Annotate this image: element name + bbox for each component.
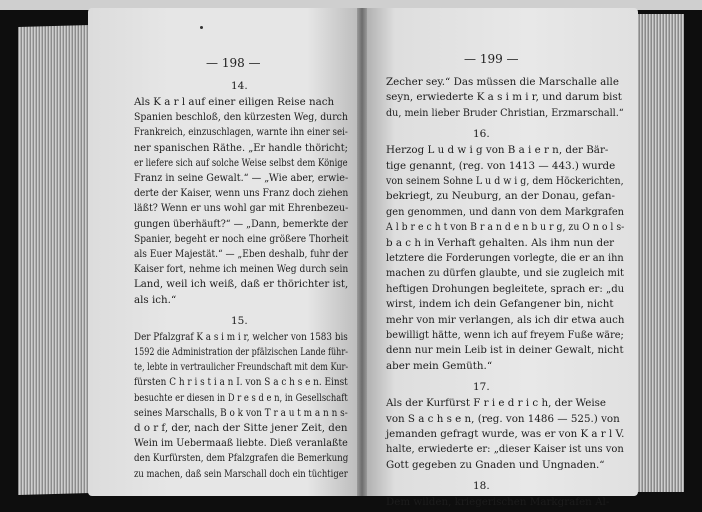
- text-line: seines Marschalls, B o k von T r a u t m a n n s-: [134, 406, 348, 419]
- text-line: Dem wilden, kriegerischen Markgrafen Al-: [386, 496, 610, 509]
- left-page-number: — 198 —: [206, 56, 261, 70]
- text-line: Land, weil ich weiß, daß er thörichter ist,: [134, 278, 349, 291]
- text-line: du, mein lieber Bruder Christian, Erzmarschall.“: [386, 106, 624, 119]
- text-line: letztere die Forderungen vorlegte, die er an ihn: [386, 252, 624, 264]
- text-line: als Euer Majestät.“ — „Eben deshalb, fuhr der: [134, 248, 349, 260]
- text-line: Als K a r l auf einer eiligen Reise nach: [134, 96, 335, 108]
- section-number: 16.: [473, 128, 490, 141]
- text-line: te, lebte in vertraulicher Freundschaft mit dem Kur-: [134, 361, 349, 374]
- text-line: Als der Kurfürst F r i e d r i c h, der Weise: [386, 397, 607, 410]
- text-line: Frankreich, einzuschlagen, warnte ihn einer sei-: [134, 126, 348, 139]
- text-line: wirst, indem ich dein Gefangener bin, nicht: [386, 298, 614, 311]
- text-line: bekriegt, zu Neuburg, an der Donau, gefan-: [386, 190, 615, 203]
- text-line: Der Pfalzgraf K a s i m i r, welcher von 1583 bis: [134, 330, 348, 343]
- text-line: A l b r e c h t von B r a n d e n b u r g, zu O n o l s-: [386, 221, 625, 234]
- left-page: [88, 8, 362, 496]
- text-line: 1592 die Administration der pfälzischen Lande führ-: [134, 346, 348, 358]
- text-line: fürsten C h r i s t i a n I. von S a c h s e n. Einst: [134, 376, 348, 389]
- text-line: Gott gegeben zu Gnaden und Ungnaden.“: [386, 458, 605, 471]
- text-line: ner spanischen Räthe. „Er handle thöricht;: [134, 141, 348, 154]
- text-line: er liefere sich auf solche Weise selbst dem Könige: [134, 156, 348, 169]
- section-number: 15.: [231, 314, 248, 327]
- page-mark: [200, 26, 203, 29]
- text-line: heftigen Drohungen begleitete, sprach er: „du: [386, 282, 625, 295]
- text-line: besuchte er diesen in D r e s d e n, in Gesellschaft: [134, 391, 348, 404]
- text-line: den Kurfürsten, dem Pfalzgrafen die Bemerkung: [134, 452, 349, 465]
- text-line: bewilligt hätte, wenn ich auf freyem Fuße wäre;: [386, 329, 624, 341]
- text-line: Franz in seine Gewalt.“ — „Wie aber, erwie-: [134, 172, 349, 184]
- text-line: Wein im Uebermaaß liebte. Dieß veranlaßte: [134, 437, 348, 450]
- text-line: b a c h in Verhaft gehalten. Als ihm nun der: [386, 236, 615, 249]
- text-line: halte, erwiederte er: „dieser Kaiser ist uns von: [386, 443, 624, 456]
- text-line: jemanden gefragt wurde, was er von K a r l V.: [386, 428, 625, 440]
- right-page-edges: [636, 14, 684, 492]
- book-gutter: [357, 8, 367, 496]
- section-number: 14.: [231, 80, 248, 92]
- text-line: seyn, erwiederte K a s i m i r, und darum bist: [386, 91, 622, 104]
- text-line: von seinem Sohne L u d w i g, dem Höckerichten,: [386, 175, 624, 187]
- section-number: 18.: [473, 480, 490, 493]
- text-line: als ich.“: [134, 293, 177, 306]
- text-line: Spanier, begeht er noch eine größere Thorheit: [134, 232, 349, 245]
- text-line: Spanien beschloß, den kürzesten Weg, durch: [134, 111, 348, 124]
- text-line: derte der Kaiser, wenn uns Franz doch ziehen: [134, 187, 349, 200]
- section-number: 17.: [473, 381, 490, 394]
- text-line: mehr von mir verlangen, als ich dir etwa auch: [386, 313, 625, 326]
- text-line: gungen überhäuft?“ — „Dann, bemerkte der: [134, 217, 348, 230]
- text-line: Zecher sey.“ Das müssen die Marschalle alle: [386, 76, 619, 88]
- text-line: tige genannt, (reg. von 1413 — 443.) wurde: [386, 159, 616, 172]
- text-line: zu machen, daß sein Marschall doch ein tüchtiger: [134, 467, 348, 480]
- text-line: Kaiser fort, nehme ich meinen Weg durch sein: [134, 263, 349, 276]
- left-page-edges: [18, 25, 90, 495]
- text-line: gen genommen, und dann von dem Markgrafen: [386, 205, 625, 218]
- text-line: läßt? Wenn er uns wohl gar mit Ehrenbezeu-: [134, 202, 349, 215]
- text-line: d o r f, der, nach der Sitte jener Zeit, den: [134, 422, 348, 434]
- text-line: machen zu dürfen glaubte, und sie zugleich mit: [386, 267, 624, 280]
- text-line: aber mein Gemüth.“: [386, 359, 493, 372]
- text-line: Herzog L u d w i g von B a i e r n, der Bär-: [386, 144, 609, 157]
- text-line: von S a c h s e n, (reg. von 1486 — 525.) von: [386, 412, 620, 425]
- right-page: [362, 8, 638, 509]
- right-page-number: — 199 —: [464, 52, 519, 66]
- text-line: denn nur mein Leib ist in deiner Gewalt, nicht: [386, 344, 624, 357]
